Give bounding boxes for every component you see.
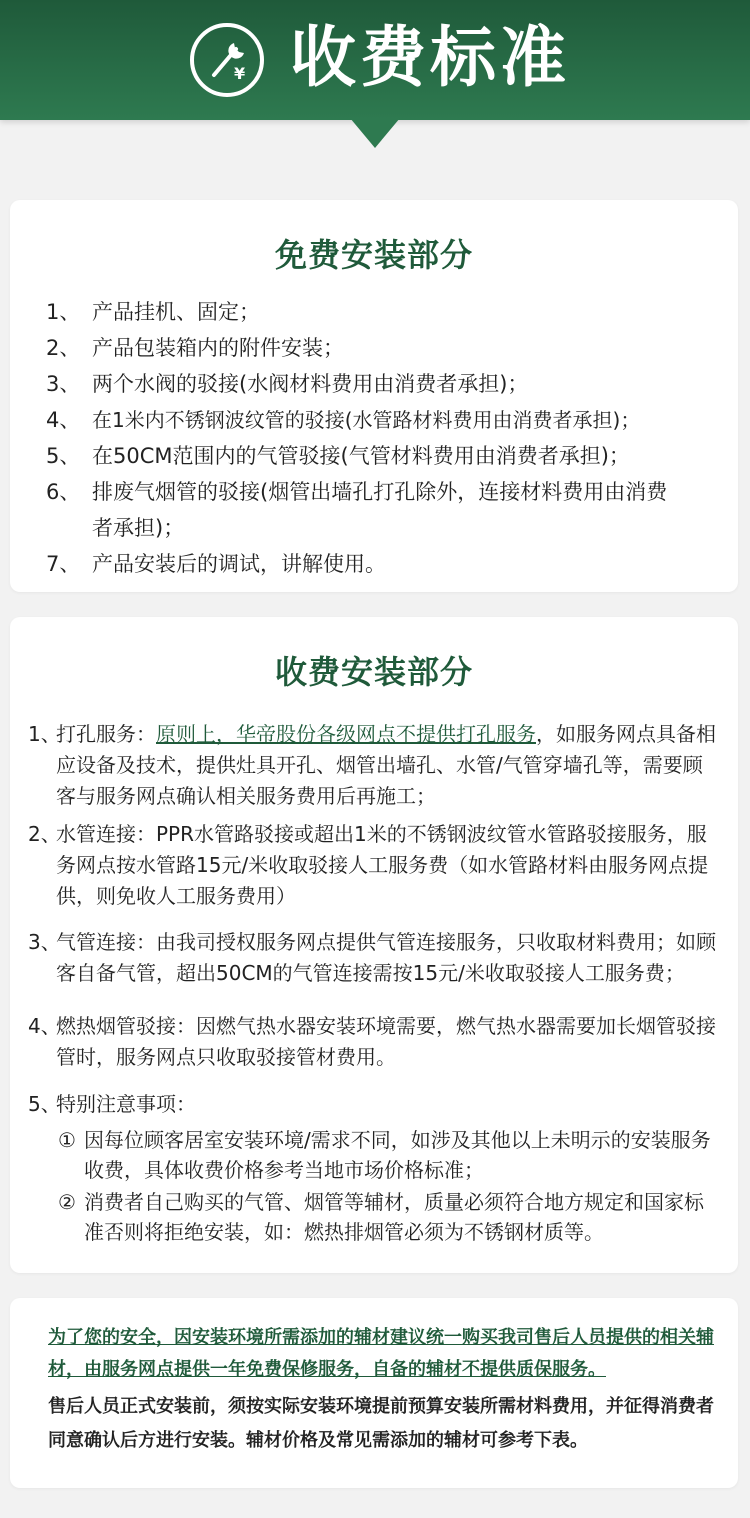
item-text: 燃热烟管驳接：因燃气热水器安装环境需要，燃气热水器需要加长烟管驳接管时，服务网点只收取驳接管材费用。 [56, 1014, 716, 1069]
note-mark: ② [58, 1190, 76, 1214]
item-text: 气管连接：由我司授权服务网点提供气管连接服务，只收取材料费用；如顾客自备气管，超出50CM的气管连接需按15元/米收取驳接人工服务费； [56, 930, 716, 985]
list-item [46, 438, 718, 474]
note-item [58, 1187, 722, 1247]
highlight-text: 原则上，华帝股份各级网点不提供打孔服务 [156, 722, 536, 746]
notice-highlight: 为了您的安全，因安装环境所需添加的辅材建议统一购买我司售后人员提供的相关辅材，由服务网点提供一年免费保修服务，自备的辅材不提供质保服务。 [48, 1327, 714, 1380]
item-text: 产品挂机、固定； [92, 300, 260, 324]
item-text: 排废气烟管的驳接(烟管出墙孔打孔除外，连接材料费用由消费者承担)； [92, 480, 668, 540]
list-item [28, 927, 722, 989]
item-number: 1、 [28, 722, 61, 746]
item-number: 7、 [46, 552, 81, 576]
free-list [46, 294, 718, 582]
list-item [28, 719, 722, 812]
header-banner [0, 0, 750, 120]
list-item [46, 474, 718, 546]
list-item [46, 366, 718, 402]
list-item [28, 1011, 722, 1073]
note-item [58, 1125, 722, 1185]
item-text: 水管连接：PPR水管路驳接或超出1米的不锈钢波纹管水管路驳接服务，服务网点按水管路15元/米收取驳接人工服务费（如水管路材料由服务网点提供，则免收人工服务费用） [56, 822, 709, 908]
item-number: 3、 [28, 930, 61, 954]
item-number: 3、 [46, 372, 81, 396]
note-text: 因每位顾客居室安装环境/需求不同，如涉及其他以上未明示的安装服务收费，具体收费价格参考当地市场价格标准； [84, 1128, 711, 1182]
list-item [28, 819, 722, 912]
item-text: ，如服务网点具备相应设备及技术，提供灶具开孔、烟管出墙孔、水管/气管穿墙孔等，需要顾客与服务网点确认相关服务费用后再施工； [56, 722, 716, 808]
item-number: 1、 [46, 300, 81, 324]
item-number: 2、 [46, 336, 81, 360]
free-section-title: 免费安装部分 [274, 236, 473, 274]
free-install-card [10, 200, 738, 592]
page-title: 收费标准 [290, 19, 570, 96]
item-number: 4、 [46, 408, 81, 432]
item-text: 产品安装后的调试，讲解使用。 [92, 552, 386, 576]
svg-text:¥: ¥ [234, 64, 246, 83]
item-number: 2、 [28, 822, 61, 846]
list-item [46, 546, 718, 582]
wrench-yen-icon [190, 23, 264, 97]
paid-install-card [10, 617, 738, 1273]
list-item [46, 330, 718, 366]
notice-card [10, 1298, 738, 1488]
list-item [28, 1089, 722, 1120]
item-text: 特别注意事项： [56, 1092, 196, 1116]
notice-text: 售后人员正式安装前，须按实际安装环境提前预算安装所需材料费用，并征得消费者同意确认后方进行安装。辅材价格及常见需添加的辅材可参考下表。 [48, 1396, 714, 1451]
note-mark: ① [58, 1128, 76, 1152]
item-label: 打孔服务： [56, 722, 156, 746]
item-text: 在1米内不锈钢波纹管的驳接(水管路材料费用由消费者承担)； [92, 408, 641, 432]
item-number: 5、 [28, 1092, 61, 1116]
item-text: 产品包装箱内的附件安装； [92, 336, 344, 360]
item-number: 6、 [46, 480, 81, 504]
item-number: 4、 [28, 1014, 61, 1038]
item-text: 两个水阀的驳接(水阀材料费用由消费者承担)； [92, 372, 529, 396]
paid-section-title: 收费安装部分 [274, 653, 473, 691]
list-item [46, 294, 718, 330]
banner-pointer [350, 118, 400, 148]
item-text: 在50CM范围内的气管驳接(气管材料费用由消费者承担)； [92, 444, 630, 468]
list-item [46, 402, 718, 438]
item-number: 5、 [46, 444, 81, 468]
note-text: 消费者自己购买的气管、烟管等辅材，质量必须符合地方规定和国家标准否则将拒绝安装，如：燃热排烟管必须为不锈钢材质等。 [84, 1190, 704, 1244]
